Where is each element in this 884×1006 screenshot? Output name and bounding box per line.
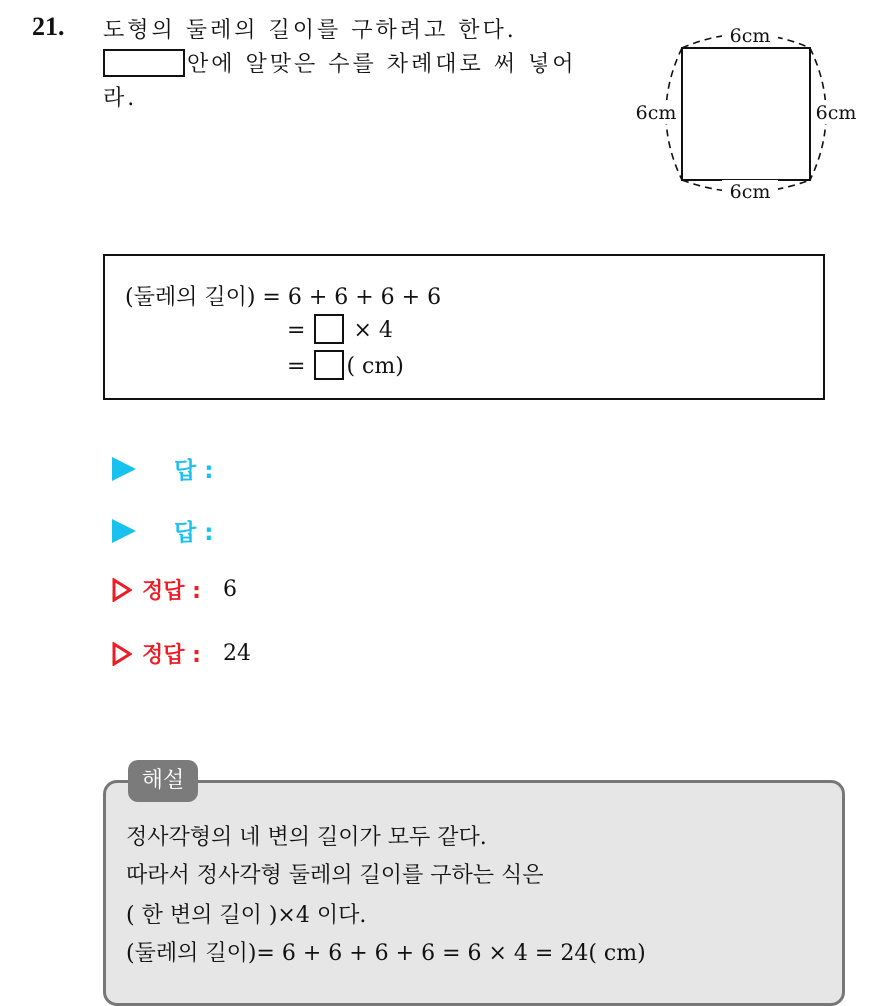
formula-box <box>103 254 825 400</box>
correct-label-2: 정답 : <box>142 643 201 668</box>
question-line-3: 라. <box>103 86 138 111</box>
question-line-1: 도형의 둘레의 길이를 구하려고 한다. <box>103 18 517 43</box>
question-text <box>103 14 603 116</box>
equals-sign-2: = <box>287 354 306 379</box>
times-four: × 4 <box>353 318 393 343</box>
formula-blank-2 <box>314 350 344 380</box>
square-figure <box>628 18 868 208</box>
question-line-2-text: 안에 알맞은 수를 차례대로 써 넣어 <box>187 52 577 77</box>
answer-blank-box <box>103 49 185 77</box>
explanation-line-2: 따라서 정사각형 둘레의 길이를 구하는 식은 <box>126 863 544 888</box>
answer-row-1 <box>112 452 213 485</box>
correct-value-2: 24 <box>222 641 251 666</box>
answer-label-2: 답 : <box>174 520 214 546</box>
answer-row-2 <box>112 514 213 547</box>
explanation-tag: 해설 <box>128 760 198 802</box>
explanation-line-3: ( 한 변의 길이 )×4 이다. <box>126 903 367 928</box>
formula-line-3 <box>287 350 404 380</box>
label-top: 6cm <box>729 25 771 47</box>
label-bottom: 6cm <box>729 181 771 203</box>
explanation-box <box>103 780 845 1006</box>
question-number: 21. <box>32 12 65 41</box>
answer-label-1: 답 : <box>174 458 214 484</box>
correct-value-1: 6 <box>222 577 237 602</box>
outline-triangle-icon <box>112 578 132 602</box>
explanation-line-4: (둘레의 길이)= 6 + 6 + 6 + 6 = 6 × 4 = 24( cm) <box>126 941 646 966</box>
correct-label-1: 정답 : <box>142 579 201 604</box>
formula-blank-1 <box>314 314 344 344</box>
question-line-2 <box>103 48 603 82</box>
label-left: 6cm <box>635 102 677 124</box>
formula-line-1: (둘레의 길이) = 6 + 6 + 6 + 6 <box>125 285 442 310</box>
label-right: 6cm <box>815 102 857 124</box>
formula-line-2 <box>287 314 393 344</box>
square-shape <box>682 48 810 180</box>
play-triangle-icon <box>112 457 136 481</box>
outline-triangle-icon <box>112 642 132 666</box>
formula-unit: ( cm) <box>346 354 404 379</box>
equals-sign-1: = <box>287 318 306 343</box>
correct-row-1 <box>112 574 237 605</box>
explanation-line-1: 정사각형의 네 변의 길이가 모두 같다. <box>126 825 487 850</box>
play-triangle-icon <box>112 519 136 543</box>
correct-row-2 <box>112 638 251 669</box>
